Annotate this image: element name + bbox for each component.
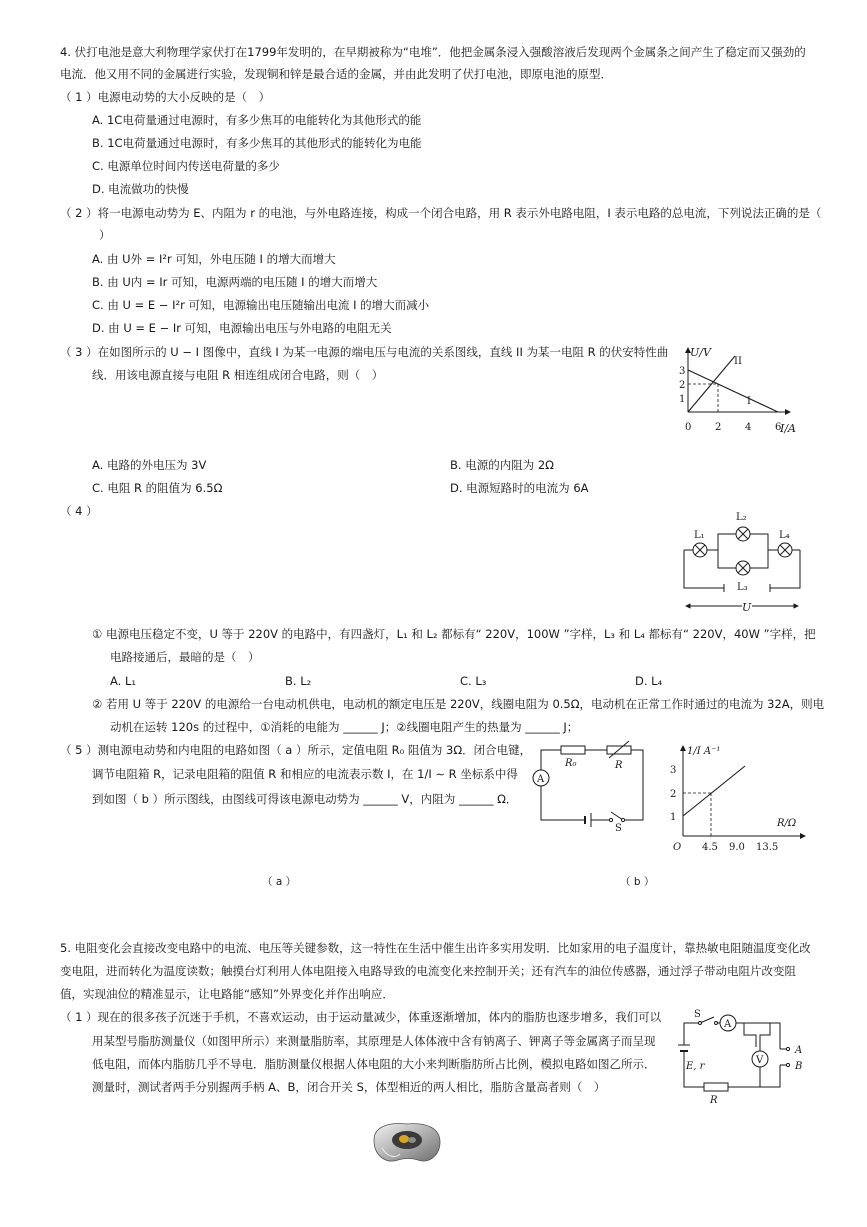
ammeter-label: A [537,774,545,785]
y-tick-1: 1 [679,394,686,405]
x-axis-label: R/Ω [777,818,797,829]
lamp-L4 [778,543,792,557]
line-II-label: II [734,356,742,367]
y-tick-2: 2 [670,789,677,800]
q4-intro-line-2: 电流．他又用不同的金属进行实验，发现铜和锌是最合适的金属，并由此发明了伏打电池，即原电池的原型． [60,67,612,81]
q4-part2-option-c: C. 由 U = E − I²r 可知，电源输出电压随输出电流 I 的增大而减小 [92,298,430,312]
x-tick-4: 4 [745,422,752,433]
q5-part1-line-1: （ 1 ）现在的很多孩子沉迷于手机，不喜欢运动，由于运动量减少，体重逐渐增加，体内的脂肪也逐步增多，我们可以 [60,1010,662,1024]
figure-b-caption: （ b ） [620,876,655,888]
q4-part5-stem-3: 到如图（ b ）所示图线，由图线可得该电源电动势为 ______ V，内阻为 ______ Ω． [92,792,518,806]
x-tick-13.5: 13.5 [756,842,779,853]
line-I [688,370,778,412]
q5-part1-line-2: 用某型号脂肪测量仪（如图甲所示）来测量脂肪率，其原理是人体体液中含有钠离子、钾离子等金属离子而呈现 [92,1034,656,1048]
label-L3: L₃ [737,582,748,593]
q4-part3-option-d: D. 电源短路时的电流为 6A [450,481,589,495]
q4-part3-option-c: C. 电阻 R 的阻值为 6.5Ω [92,481,223,495]
y-tick-2: 2 [679,380,686,391]
y-tick-3: 3 [679,366,686,377]
switch-S [611,812,623,820]
q4-part1-option-c: C. 电源单位时间内传送电荷量的多少 [92,159,280,173]
q4-part2-option-a: A. 由 U外 = I²r 可知，外电压随 I 的增大而增大 [92,252,336,266]
label-A: A [795,1045,803,1056]
q5-intro-line-2: 变电阻，进而转化为温度读数；触摸台灯利用人体电阻接入电路导致的电流变化来控制开关；还有汽车的油位传感器，通过浮子带动电阻片改变阻 [60,964,796,978]
voltmeter-label: V [756,1055,764,1066]
y-tick-3: 3 [670,765,677,776]
label-S: S [694,1009,701,1020]
q4-part2-option-d: D. 由 U = E − Ir 可知，电源输出电压与外电路的电阻无关 [92,321,392,335]
q4-part5-stem-1: （ 5 ）测电源电动势和内电阻的电路如图（ a ）所示，定值电阻 R₀ 阻值为 3Ω．闭合电键， [60,743,532,757]
data-line [683,766,745,816]
q5-fat-meter-circuit [670,1005,820,1107]
q5-intro-line-3: 值，实现油位的精准显示，让电路能“感知”外界变化并作出响应． [60,987,394,1001]
x-tick-6: 6 [775,422,782,433]
figure-a-caption: （ a ） [262,876,297,888]
q4-part5-circuit-a [525,738,665,833]
q4-part2-stem-2: ） [99,228,111,242]
label-L2: L₂ [736,512,747,523]
label-U: U [742,601,752,614]
x-axis-label: I/A [780,422,796,435]
q4-part4-option-d: D. L₄ [635,674,663,688]
y-tick-1: 1 [670,812,677,823]
q4-part2-stem-1: （ 2 ）将一电源电动势为 E、内阻为 r 的电池，与外电路连接，构成一个闭合电路，用 R 表示外电路电阻，I 表示电路的总电流，下列说法正确的是（ [60,206,822,220]
terminal-B [786,1063,789,1066]
q4-intro-line-1: 4. 伏打电池是意大利物理学家伏打在1799年发明的，在早期被称为“电堆”．他把金属条浸入强酸溶液后发现两个金属条之间产生了稳定而又强劲的 [60,45,806,59]
resistor-R0 [561,746,585,754]
x-tick-2: 2 [715,422,722,433]
q5-part1-line-3: 低电阻，而体内脂肪几乎不导电．脂肪测量仪根据人体电阻的大小来判断脂肪所占比例，模拟电路如图乙所示． [92,1057,656,1071]
switch-S [700,1017,714,1023]
origin-label: O [673,842,682,853]
x-tick-4.5: 4.5 [702,842,718,853]
q5-part1-line-4: 测量时，测试者两手分别握两手柄 A、B，闭合开关 S，体型相近的两人相比，脂肪含量高者则（ ） [92,1080,606,1094]
y-axis-label: 1/I A⁻¹ [687,746,721,757]
q4-part4-option-a: A. L₁ [110,674,136,688]
label-R: R [615,760,623,771]
resistor-R [704,1083,728,1091]
q4-part1-option-b: B. 1C电荷量通过电源时，有多少焦耳的其他形式的能转化为电能 [92,136,422,150]
fat-meter-device-image [368,1118,446,1168]
q4-part4-sub1-line-1: ① 电源电压稳定不变，U 等于 220V 的电路中，有四盏灯，L₁ 和 L₂ 都标有“ 220V，100W ”字样，L₃ 和 L₄ 都标有“ 220V，40W ”字样，把 [92,627,816,641]
label-B: B [795,1061,803,1072]
label-L4: L₄ [779,530,790,541]
label-S: S [615,823,622,833]
q4-part4-option-c: C. L₃ [460,674,487,688]
q4-part3-option-b: B. 电源的内阻为 2Ω [450,458,554,472]
label-R: R [710,1095,718,1106]
label-R0: R₀ [565,758,577,769]
q4-part1-stem: （ 1 ）电源电动势的大小反映的是（ ） [60,90,271,104]
q4-part4-sub1-line-2: 电路接通后，最暗的是（ ） [110,650,260,664]
line-I-label: I [747,396,751,407]
q4-part4-lamp-circuit [672,506,822,616]
q4-part3-option-a: A. 电路的外电压为 3V [92,458,207,472]
y-axis-label: U/V [690,346,711,359]
label-L1: L₁ [694,530,705,541]
label-Er: E, r [686,1061,705,1072]
q4-part4-option-b: B. L₂ [285,674,312,688]
q4-part1-option-d: D. 电流做功的快慢 [92,182,189,196]
lamp-L1 [693,543,707,557]
origin-label: 0 [685,422,692,433]
lamp-L3 [736,561,750,575]
q4-part4-sub2-line-1: ② 若用 U 等于 220V 的电源给一台电动机供电，电动机的额定电压是 220V，线圈电阻为 0.5Ω，电动机在正常工作时通过的电流为 32A，则电 [92,697,825,711]
terminal-A [786,1047,789,1050]
q4-part1-option-a: A. 1C电荷量通过电源时，有多少焦耳的电能转化为其他形式的能 [92,113,422,127]
x-tick-9.0: 9.0 [729,842,745,853]
ammeter-label: A [724,1019,732,1030]
q5-intro-line-1: 5. 电阻变化会直接改变电路中的电流、电压等关键参数，这一特性在生活中催生出许多实用发明．比如家用的电子温度计，靠热敏电阻随温度变化改 [60,941,811,955]
q4-part3-stem-1: （ 3 ）在如图所示的 U − I 图像中，直线 I 为某一电源的端电压与电流的关系图线，直线 II 为某一电阻 R 的伏安特性曲 [60,345,669,359]
q4-part2-option-b: B. 由 U内 = Ir 可知，电源两端的电压随 I 的增大而增大 [92,275,378,289]
q4-part5-stem-2: 调节电阻箱 R，记录电阻箱的阻值 R 和相应的电流表示数 I，在 1/I ∼ R 坐标系中得 [92,767,518,781]
q4-part3-stem-2: 线．用该电源直接与电阻 R 相连组成闭合电路，则（ ） [92,368,384,382]
q4-part5-graph-b [665,740,815,858]
q4-part4-stem: （ 4 ） [60,504,98,518]
q4-part4-sub2-line-2: 动机在运转 120s 的过程中，①消耗的电能为 ______ J；②线圈电阻产生的热量为 ______ J； [110,720,579,734]
q4-part3-ui-graph [670,340,810,440]
lamp-L2 [736,527,750,541]
